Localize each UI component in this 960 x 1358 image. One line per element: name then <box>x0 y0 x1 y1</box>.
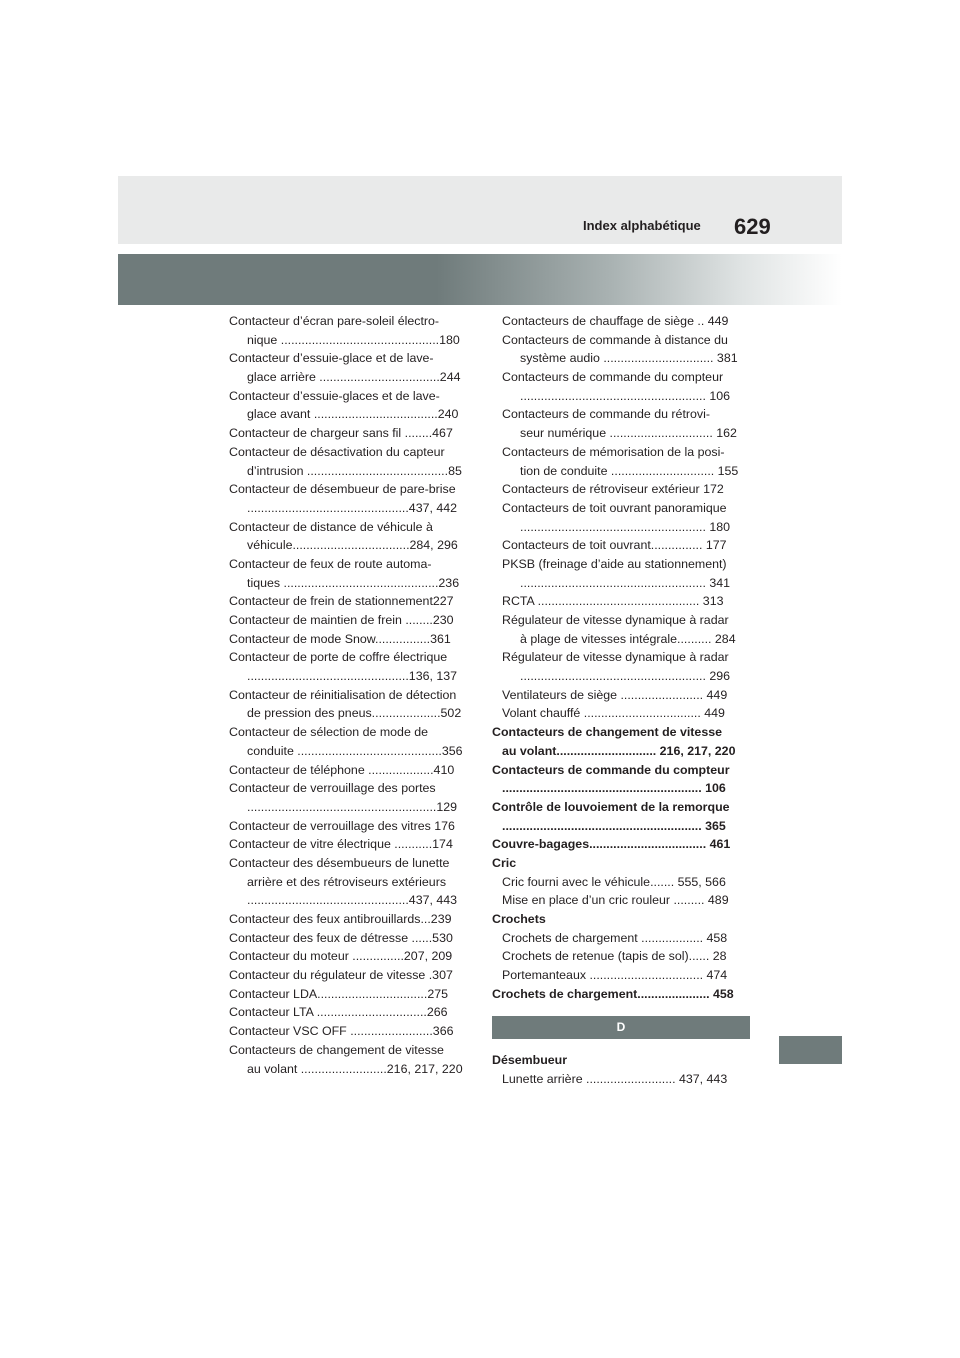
index-entry: au volant............................. 216, 217, 220 <box>502 743 736 758</box>
index-entry: Cric <box>492 855 517 870</box>
index-entries-d <box>492 1051 750 1088</box>
index-entry: Contacteurs de commande du rétrovi- <box>502 407 710 422</box>
page-number: 629 <box>734 214 771 239</box>
index-entry: Contacteur de sélection de mode de <box>229 725 429 740</box>
index-entry: .......................................................129 <box>247 799 458 814</box>
index-entry: ...............................................437, 442 <box>247 500 458 515</box>
index-entry: Contacteur de porte de coffre électrique <box>229 650 448 665</box>
index-entry: Volant chauffé .................................. 449 <box>502 706 725 721</box>
index-entry: Crochets de chargement .................. 458 <box>502 930 728 945</box>
index-entry: .......................................................... 106 <box>502 781 726 796</box>
index-entry: Contacteur de feux de route automa- <box>229 556 432 571</box>
index-entry: ...................................................... 296 <box>520 669 731 684</box>
index-entry: Contacteurs de rétroviseur extérieur 172 <box>502 482 724 497</box>
index-entry: Contacteurs de commande du compteur <box>502 370 724 385</box>
index-entry: système audio ................................ 381 <box>520 351 738 366</box>
index-entry: tiques .............................................236 <box>247 575 460 590</box>
index-entry: Portemanteaux ................................. 474 <box>502 968 728 983</box>
index-entry: Contacteur du régulateur de vitesse .307 <box>229 968 453 983</box>
index-entry: glace avant ....................................240 <box>247 407 459 422</box>
index-entry: Cric fourni avec le véhicule....... 555, 566 <box>502 874 726 889</box>
index-entry: PKSB (freinage d’aide au stationnement) <box>502 556 727 571</box>
index-entry: RCTA ............................................... 313 <box>502 594 724 609</box>
header-gradient-band <box>118 254 842 305</box>
section-letter-d: D <box>492 1016 750 1039</box>
index-entry: arrière et des rétroviseurs extérieurs <box>247 874 447 889</box>
index-entry: au volant .........................216, 217, 220 <box>247 1061 463 1076</box>
index-entry: tion de conduite .............................. 155 <box>520 463 739 478</box>
index-entry: Contacteur des désembueurs de lunette <box>229 855 450 870</box>
index-entry: à plage de vitesses intégrale.......... 284 <box>520 631 736 646</box>
index-entry: Contacteur LDA................................275 <box>229 986 448 1001</box>
index-entry: nique ..............................................180 <box>247 332 460 347</box>
index-entry: Contacteur de frein de stationnement227 <box>229 594 454 609</box>
index-entry: Contacteur des feux de détresse ......530 <box>229 930 453 945</box>
index-entry: Contacteurs de chauffage de siège .. 449 <box>502 314 729 328</box>
index-entry: Contacteur de verrouillage des portes <box>229 781 436 796</box>
index-entry: Contacteurs de commande à distance du <box>502 332 728 347</box>
index-entry: Contacteurs de changement de vitesse <box>229 1042 444 1057</box>
index-entry: seur numérique .............................. 162 <box>520 426 737 441</box>
index-entry: Contacteur de désembueur de pare-brise <box>229 482 456 497</box>
index-entry: Mise en place d’un cric rouleur ......... 489 <box>502 893 729 908</box>
index-column-right <box>492 312 750 1089</box>
index-entries-c <box>492 312 750 1003</box>
index-entry: Contacteur de désactivation du capteur <box>229 444 445 459</box>
index-entry: .......................................................... 365 <box>502 818 726 833</box>
index-entry: Contacteur du moteur ...............207, 209 <box>229 949 453 964</box>
index-column-left <box>229 312 463 1078</box>
index-entry: Contacteur de maintien de frein ........230 <box>229 613 454 627</box>
index-entry: Contacteur de téléphone ...................410 <box>229 762 455 777</box>
index-entry: conduite ..........................................356 <box>247 743 463 758</box>
index-entry: glace arrière ...................................244 <box>247 370 461 385</box>
index-entry: Régulateur de vitesse dynamique à radar <box>502 613 729 627</box>
index-entry: véhicule..................................284, 296 <box>247 538 458 553</box>
index-entry: ...............................................136, 137 <box>247 669 458 684</box>
index-entry: Contacteurs de changement de vitesse <box>492 725 722 740</box>
index-entry: Contrôle de louvoiement de la remorque <box>492 799 730 814</box>
index-entry: ...................................................... 341 <box>520 575 731 590</box>
page-header-title: Index alphabétique <box>583 218 701 233</box>
index-entry: Régulateur de vitesse dynamique à radar <box>502 650 729 665</box>
index-entry: Désembueur <box>492 1053 568 1068</box>
index-entry: Contacteur des feux antibrouillards...239 <box>229 912 452 926</box>
index-entry: Contacteur VSC OFF ........................366 <box>229 1024 454 1039</box>
index-entry: Contacteur d’essuie-glaces et de lave- <box>229 388 440 403</box>
index-entry: Crochets <box>492 912 546 926</box>
index-entry: Contacteurs de toit ouvrant............... 177 <box>502 538 727 553</box>
index-entry: Contacteur de distance de véhicule à <box>229 519 433 534</box>
chapter-thumb-tab <box>779 1036 842 1064</box>
index-entry: Ventilateurs de siège ........................ 449 <box>502 687 728 702</box>
index-entry: de pression des pneus....................502 <box>247 706 462 721</box>
index-entry: Couvre-bagages.................................. 461 <box>492 837 731 852</box>
index-entry: Contacteurs de toit ouvrant panoramique <box>502 500 727 515</box>
index-entry: ...................................................... 180 <box>520 519 731 534</box>
index-entry: Contacteurs de mémorisation de la posi- <box>502 444 725 459</box>
index-entry: Contacteur de réinitialisation de détection <box>229 687 457 702</box>
index-entry: ...................................................... 106 <box>520 388 731 403</box>
index-entry: Crochets de retenue (tapis de sol)...... 28 <box>502 949 727 964</box>
index-entry: Contacteur de verrouillage des vitres 176 <box>229 818 455 833</box>
index-entry: Contacteur d’essuie-glace et de lave- <box>229 351 434 366</box>
index-entry: Contacteur d’écran pare-soleil électro- <box>229 314 440 328</box>
index-entry: Lunette arrière .......................... 437, 443 <box>502 1072 728 1087</box>
index-entry: Contacteur de mode Snow................361 <box>229 631 451 646</box>
index-entry: Crochets de chargement..................... 458 <box>492 986 734 1001</box>
index-entry: Contacteur de chargeur sans fil ........467 <box>229 426 453 441</box>
index-entry: d’intrusion .........................................85 <box>247 463 462 478</box>
index-entry: Contacteur LTA ................................266 <box>229 1005 448 1020</box>
index-entry: Contacteurs de commande du compteur <box>492 762 730 777</box>
index-entry: ...............................................437, 443 <box>247 893 458 908</box>
index-entry: Contacteur de vitre électrique ...........174 <box>229 837 453 852</box>
